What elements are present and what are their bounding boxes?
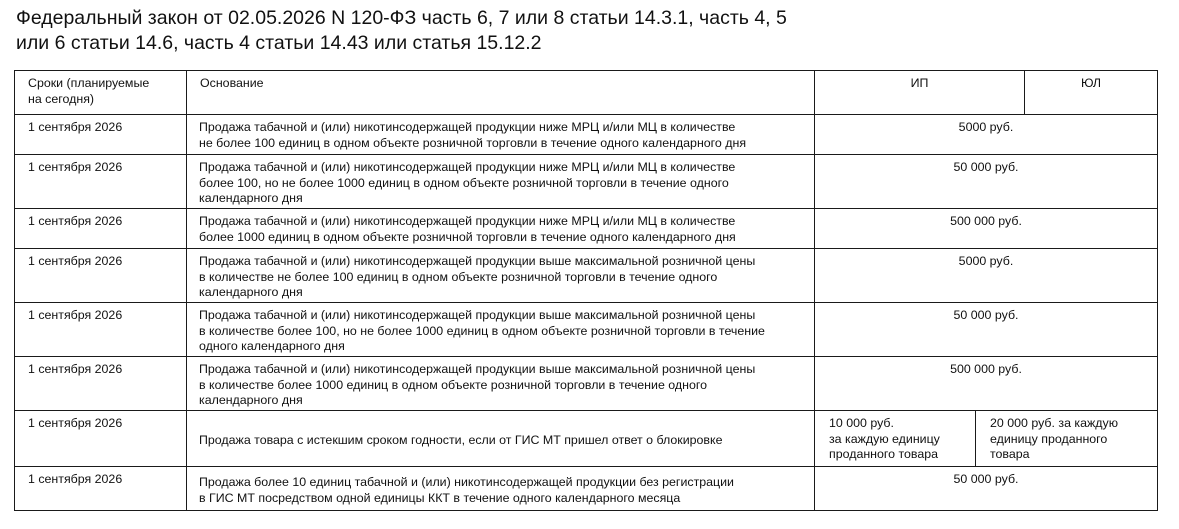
row-amount: 500 000 руб. [815, 357, 1158, 411]
row-amount: 5000 руб. [815, 249, 1158, 303]
table-row [15, 249, 1158, 303]
row-basis: Продажа табачной и (или) никотинсодержащей продукции выше максимальной розничной цены в количестве не более 100 единиц в одном объекте розничной торговли в течение одного календарного дня [187, 249, 815, 303]
row-amount: 50 000 руб. [815, 467, 1158, 511]
header-ul: ЮЛ [1025, 71, 1158, 115]
row-amount: 50 000 руб. [815, 303, 1158, 357]
table-row [15, 411, 1158, 467]
fines-table [14, 70, 1158, 511]
title-line-2: или 6 статьи 14.6, часть 4 статьи 14.43 или статья 15.12.2 [16, 32, 542, 54]
table-row [15, 467, 1158, 511]
document-title [16, 6, 1156, 56]
row-basis: Продажа табачной и (или) никотинсодержащей продукции ниже МРЦ и/или МЦ в количестве не более 100 единиц в одном объекте розничной торговли в течение одного календарного дня [187, 115, 815, 155]
row-amount: 500 000 руб. [815, 209, 1158, 249]
table-row [15, 115, 1158, 155]
table-row [15, 209, 1158, 249]
header-ip: ИП [815, 71, 1025, 115]
row-date: 1 сентября 2026 [15, 467, 187, 511]
row-date: 1 сентября 2026 [15, 303, 187, 357]
row-date: 1 сентября 2026 [15, 209, 187, 249]
table-row [15, 155, 1158, 209]
row-amount: 5000 руб. [815, 115, 1158, 155]
row-basis: Продажа табачной и (или) никотинсодержащей продукции ниже МРЦ и/или МЦ в количестве более 100, но не более 1000 единиц в одном объекте розничной торговли в течение одного календарного дня [187, 155, 815, 209]
row-date: 1 сентября 2026 [15, 155, 187, 209]
row-date: 1 сентября 2026 [15, 357, 187, 411]
row-date: 1 сентября 2026 [15, 249, 187, 303]
row-amount: 50 000 руб. [815, 155, 1158, 209]
row-amount-ul: 20 000 руб. за каждую единицу проданного товара [976, 411, 1158, 467]
row-date: 1 сентября 2026 [15, 411, 187, 467]
row-basis: Продажа табачной и (или) никотинсодержащей продукции выше максимальной розничной цены в количестве более 100, но не более 1000 единиц в одном объекте розничной торговли в течение одного календарного дня [187, 303, 815, 357]
title-line-1: Федеральный закон от 02.05.2026 N 120-ФЗ часть 6, 7 или 8 статьи 14.3.1, часть 4, 5 [16, 7, 787, 29]
row-basis: Продажа более 10 единиц табачной и (или) никотинсодержащей продукции без регистрации в ГИС МТ посредством одной единицы ККТ в течение одного календарного месяца [187, 467, 815, 511]
header-deadline: Сроки (планируемые на сегодня) [15, 71, 187, 115]
row-basis: Продажа табачной и (или) никотинсодержащей продукции выше максимальной розничной цены в количестве более 1000 единиц в одном объекте розничной торговли в течение одного календарного дня [187, 357, 815, 411]
row-date: 1 сентября 2026 [15, 115, 187, 155]
table-row [15, 357, 1158, 411]
table-header-row [15, 71, 1158, 115]
row-basis: Продажа табачной и (или) никотинсодержащей продукции ниже МРЦ и/или МЦ в количестве более 1000 единиц в одном объекте розничной торговли в течение одного календарного дня [187, 209, 815, 249]
row-basis: Продажа товара с истекшим сроком годности, если от ГИС МТ пришел ответ о блокировке [187, 411, 815, 467]
row-amount-ip: 10 000 руб. за каждую единицу проданного товара [815, 411, 976, 467]
header-basis: Основание [187, 71, 815, 115]
table-row [15, 303, 1158, 357]
